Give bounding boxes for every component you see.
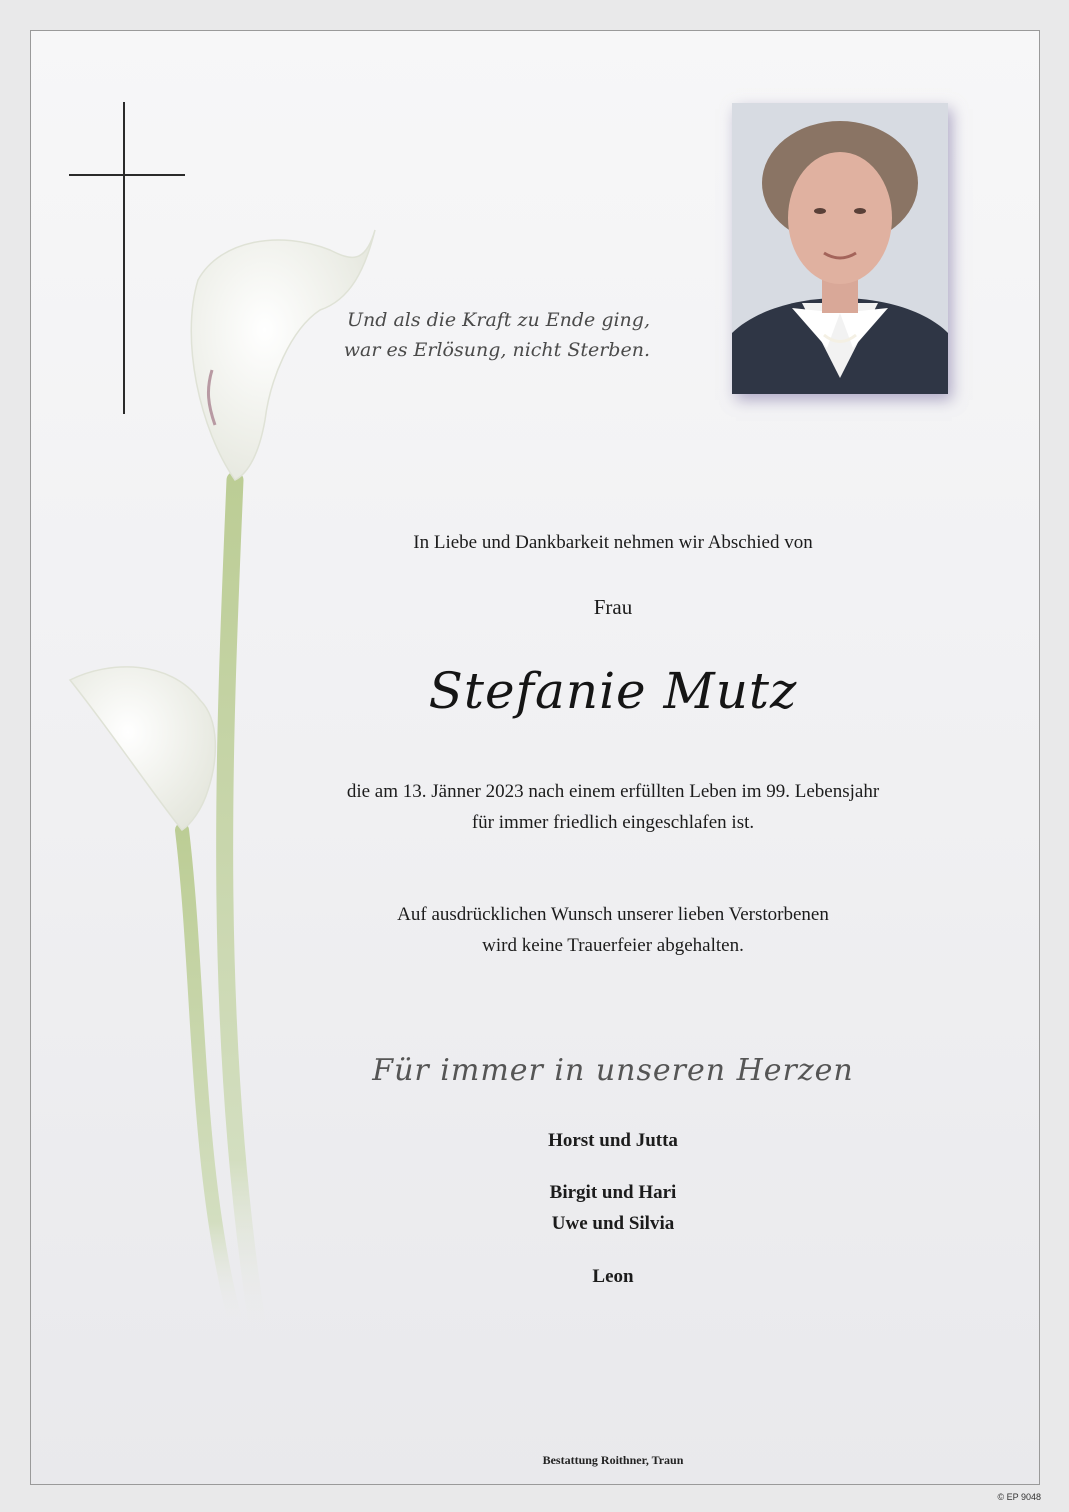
death-line: für immer friedlich eingeschlafen ist. [471, 812, 755, 833]
portrait-image [732, 103, 948, 394]
salutation: Frau [593, 595, 633, 619]
mourner-name: Horst und Jutta [548, 1130, 678, 1151]
intro-text: In Liebe und Dankbarkeit nehmen wir Abschied von [413, 532, 813, 553]
funeral-wish [300, 899, 926, 961]
deceased-name: Stefanie Mutz [428, 662, 798, 720]
wish-line: Auf ausdrücklichen Wunsch unserer lieben Verstorbenen [397, 904, 829, 925]
mourner-name: Leon [592, 1266, 634, 1287]
wish-line: wird keine Trauerfeier abgehalten. [482, 935, 744, 956]
death-notice [300, 776, 926, 838]
mourner-name: Birgit und Hari [549, 1182, 677, 1203]
template-code: © EP 9048 [997, 1492, 1041, 1502]
motto-quote [330, 305, 650, 365]
cross-icon [68, 102, 188, 417]
death-line: die am 13. Jänner 2023 nach einem erfüllten Leben im 99. Lebensjahr [346, 781, 880, 802]
undertaker-credit: Bestattung Roithner, Traun [542, 1453, 684, 1467]
portrait-photo [732, 103, 948, 394]
mourner-name: Uwe und Silvia [551, 1213, 675, 1234]
motto-line: Und als die Kraft zu Ende ging, [347, 309, 650, 331]
slogan: Für immer in unseren Herzen [372, 1053, 854, 1088]
motto-line: war es Erlösung, nicht Sterben. [343, 339, 650, 361]
